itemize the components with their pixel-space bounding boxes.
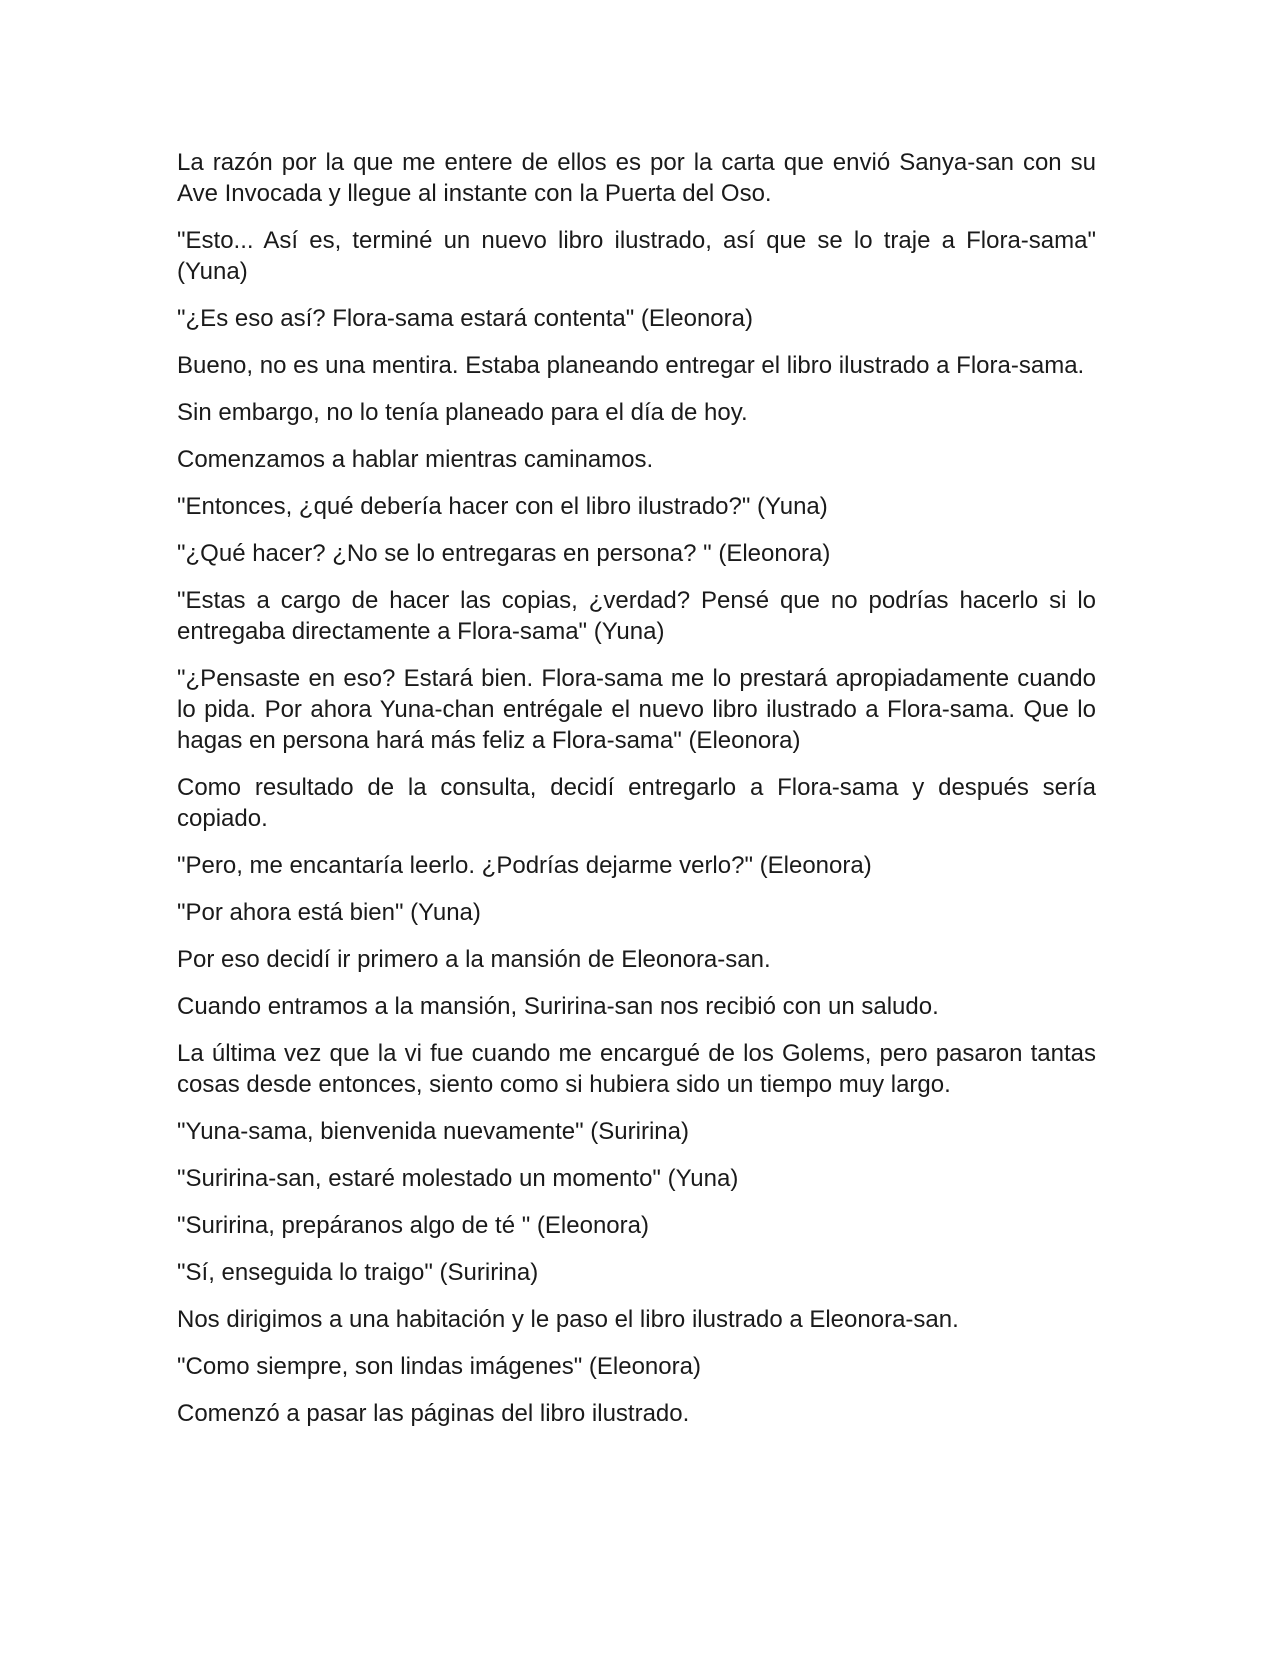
paragraph: Por eso decidí ir primero a la mansión de Eleonora-san. (177, 946, 771, 973)
paragraph: "Suririna-san, estaré molestado un momento" (Yuna) (177, 1165, 739, 1192)
paragraph: Sin embargo, no lo tenía planeado para el día de hoy. (177, 399, 748, 426)
paragraph: "¿Qué hacer? ¿No se lo entregaras en persona? " (Eleonora) (177, 540, 831, 567)
paragraph: Comenzó a pasar las páginas del libro ilustrado. (177, 1400, 690, 1427)
paragraph: Nos dirigimos a una habitación y le paso el libro ilustrado a Eleonora-san. (177, 1306, 959, 1333)
paragraph: "Suririna, prepáranos algo de té " (Eleonora) (177, 1212, 649, 1239)
paragraph: "Como siempre, son lindas imágenes" (Eleonora) (177, 1353, 701, 1380)
text-body (177, 147, 1096, 1445)
paragraph: "Esto... Así es, terminé un nuevo libro ilustrado, así que se lo traje a Flora-sama" (Yuna) (177, 227, 1096, 285)
paragraph: "Por ahora está bien" (Yuna) (177, 899, 481, 926)
paragraph: "Pero, me encantaría leerlo. ¿Podrías dejarme verlo?" (Eleonora) (177, 852, 872, 879)
paragraph: La razón por la que me entere de ellos es por la carta que envió Sanya-san con su Ave Invocada y llegue al instante con la Puerta del Oso. (177, 149, 1096, 207)
paragraph: "¿Pensaste en eso? Estará bien. Flora-sama me lo prestará apropiadamente cuando lo pida. Por ahora Yuna-chan entrégale el nuevo libro ilustrado a Flora-sama. Que lo hagas en persona hará más feliz a Flora-sama" (Eleonora) (177, 665, 1096, 754)
paragraph: "Estas a cargo de hacer las copias, ¿verdad? Pensé que no podrías hacerlo si lo entregaba directamente a Flora-sama" (Yuna) (177, 587, 1096, 645)
paragraph: Comenzamos a hablar mientras caminamos. (177, 446, 654, 473)
paragraph: "Entonces, ¿qué debería hacer con el libro ilustrado?" (Yuna) (177, 493, 828, 520)
paragraph: La última vez que la vi fue cuando me encargué de los Golems, pero pasaron tantas cosas desde entonces, siento como si hubiera sido un tiempo muy largo. (177, 1040, 1096, 1098)
paragraph: "Sí, enseguida lo traigo" (Suririna) (177, 1259, 539, 1286)
paragraph: "Yuna-sama, bienvenida nuevamente" (Suririna) (177, 1118, 689, 1145)
paragraph: Cuando entramos a la mansión, Suririna-san nos recibió con un saludo. (177, 993, 939, 1020)
paragraph: Bueno, no es una mentira. Estaba planeando entregar el libro ilustrado a Flora-sama. (177, 352, 1085, 379)
paragraph: "¿Es eso así? Flora-sama estará contenta" (Eleonora) (177, 305, 753, 332)
paragraph: Como resultado de la consulta, decidí entregarlo a Flora-sama y después sería copiado. (177, 774, 1096, 832)
